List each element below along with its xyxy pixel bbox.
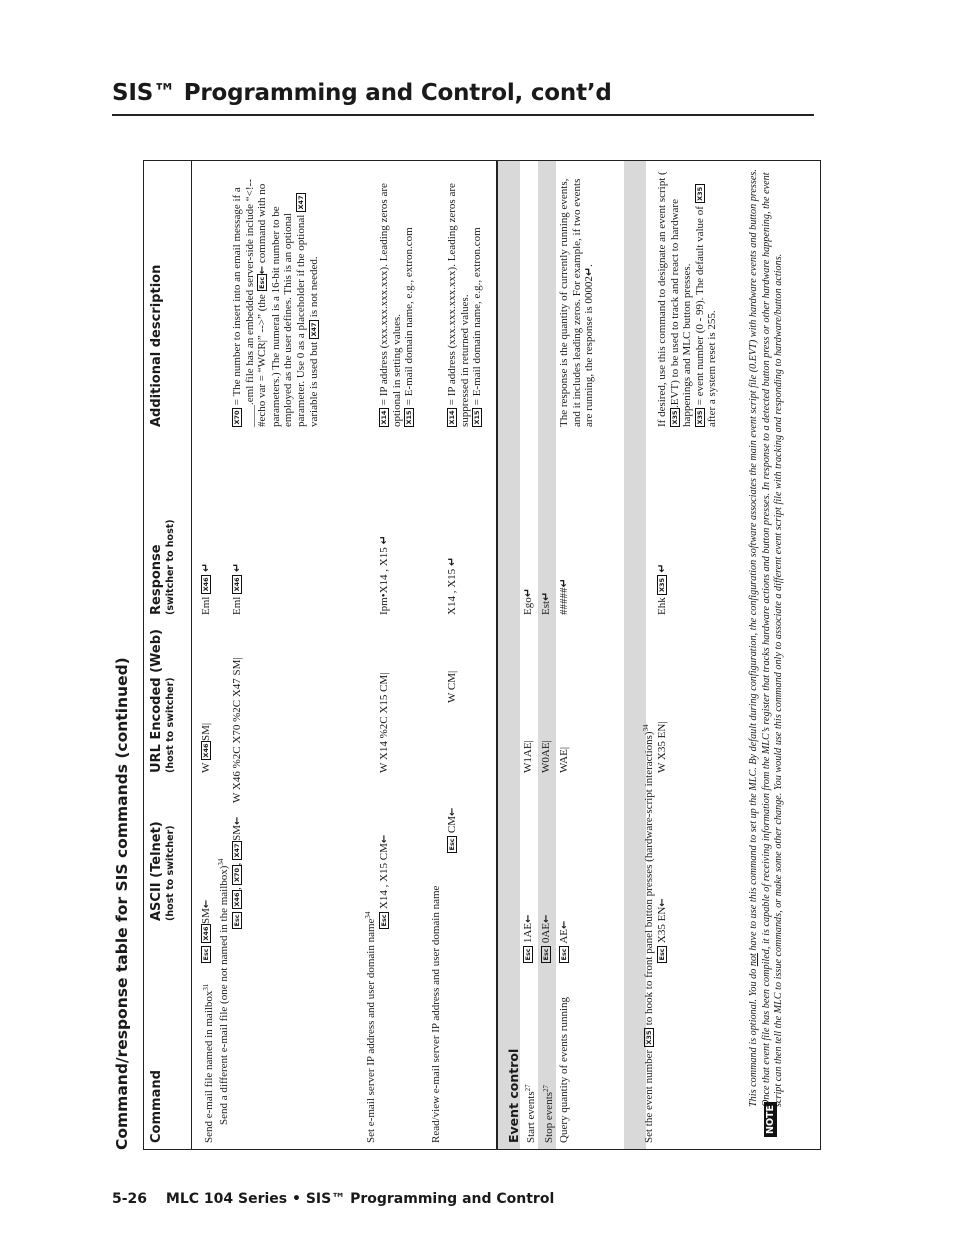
note-text: This command is optional. You do not have to use this command to set up the MLC. By default during configuration, the configuration software associates the main event script file (0.EVT) with hardware events and button presses. Once that event file has been compiled, it is capable of receiving information from the MLC’s register that tracks hardware actions and button presses. In response to a detected button press or other hardware happening, the event script can then tell the MLC to issue commands, or make some other change. You would use this command only to associate a different event script file with tracking and responding to hardware/button actions.: [748, 169, 785, 1107]
stop-events-band: [538, 161, 556, 1149]
title-rule: [112, 114, 814, 116]
ascii-start-events: Esc 1AE←: [522, 915, 536, 963]
cmd-hook-event: Set the event number X35 to hook to front panel button presses (hardware-script interactions)$^{34}$: [642, 724, 655, 1143]
url-read-email-server: W CM|: [446, 670, 458, 703]
cmd-set-email-server: Set e-mail server IP address and user domain name$^{34}$: [364, 911, 377, 1143]
ascii-query-events: Esc AE←: [558, 921, 572, 963]
table-title: Command/response table for SIS commands (continued): [113, 657, 131, 1150]
ascii-set-email-server: Esc X14 , X15 CM←: [378, 835, 392, 929]
cmd-query-events: Query quantity of events running: [558, 996, 570, 1143]
url-query-events: WAE|: [558, 746, 570, 773]
desc-query-events: The response is the quantity of currently running events, and it includes leading zeros. For example, if two events are running, the response is 00002↵.: [558, 178, 596, 427]
resp-stop-events: Est↵: [539, 591, 552, 615]
note-badge: NOTE: [764, 1102, 777, 1137]
table-header: [144, 161, 192, 1149]
desc-send-different-email: X70 = The number to insert into an email message if a ____.eml file has an embedded server-side include “<!--#echo var = “WCR|” -->” (the Esc← command with no parameters.) The numeral is a 16-bit number to be employed as the user defines. This is an optional parameter. Use 0 as a placeholder if the optional X47 variable is used but X47 is not needed.: [231, 179, 320, 427]
desc-hook-event: If desired, use this command to designate an event script ( X35.EVT) to be used to track and react to hardware happenings and MLC button presses. X35 = event number (0 - 99). The default value of X35 after a system reset is 255.: [656, 171, 719, 427]
page-number: 5-26: [112, 1191, 148, 1207]
cmd-read-email-server: Read/view e-mail server IP address and user domain name: [430, 885, 442, 1143]
rotated-table-region: [113, 160, 813, 1150]
header-description: Additional description: [149, 264, 164, 427]
resp-query-events: #####↵: [557, 578, 570, 615]
ascii-send-email: Esc X46SM←: [200, 900, 214, 963]
footer-doc-title: MLC 104 Series • SIS™ Programming and Control: [165, 1191, 555, 1207]
event-section-band: [498, 161, 520, 1149]
url-set-email-server: W X14 %2C X15 CM|: [378, 672, 390, 773]
url-hook-event: W X35 EN|: [656, 721, 668, 773]
page-title: SIS™ Programming and Control, cont’d: [112, 80, 612, 106]
ascii-stop-events: Esc 0AE←: [540, 915, 554, 963]
resp-hook-event: Ehk X35 ↵: [655, 563, 668, 615]
desc-set-email-server: X14 = IP address (xxx.xxx.xxx.xxx). Leading zeros are optional in setting values. X15 = E-mail domain name, e.g., extron.com: [378, 183, 416, 427]
cmd-send-email: Send e-mail file named in mailbox$^{31}$: [202, 983, 215, 1143]
url-stop-events: W0AE|: [540, 740, 552, 773]
command-table: [143, 160, 821, 1150]
url-send-different-email: W X46 %2C X70 %2C X47 SM|: [231, 657, 243, 803]
url-send-email: W X46SM|: [200, 722, 212, 773]
resp-start-events: Ego↵: [521, 588, 534, 615]
page-footer: [112, 1191, 554, 1207]
header-command: Command: [149, 1070, 164, 1143]
desc-read-email-server: X14 = IP address (xxx.xxx.xxx.xxx). Leading zeros are suppressed in returned values. X15 = E-mail domain name, e.g., extron.com: [446, 183, 484, 427]
resp-read-email-server: X14 , X15 ↵: [445, 556, 458, 615]
header-response: Response (switcher to host): [149, 519, 176, 615]
header-url: URL Encoded (Web) (host to switcher): [149, 629, 176, 773]
resp-send-email: Eml X46 ↵: [199, 562, 212, 615]
cmd-stop-events: Stop events$^{27}$: [542, 1084, 555, 1143]
url-start-events: W1AE|: [522, 740, 534, 773]
ascii-read-email-server: Esc CM←: [446, 808, 460, 853]
cmd-start-events: Start events$^{27}$: [524, 1084, 537, 1143]
resp-set-email-server: Ipm•X14 , X15 ↵: [377, 535, 390, 615]
ascii-send-different-email: Esc X46, X70, X47SM←: [231, 817, 245, 929]
header-ascii: ASCII (Telnet) (host to switcher): [149, 821, 176, 921]
event-control-title: Event control: [506, 1048, 521, 1143]
resp-send-different-email: Eml X46 ↵: [230, 562, 243, 615]
ascii-hook-event: Esc X35 EN←: [656, 898, 670, 963]
cmd-send-different-email: Send a different e-mail file (one not named in the mailbox)$^{34}$: [217, 858, 230, 1125]
